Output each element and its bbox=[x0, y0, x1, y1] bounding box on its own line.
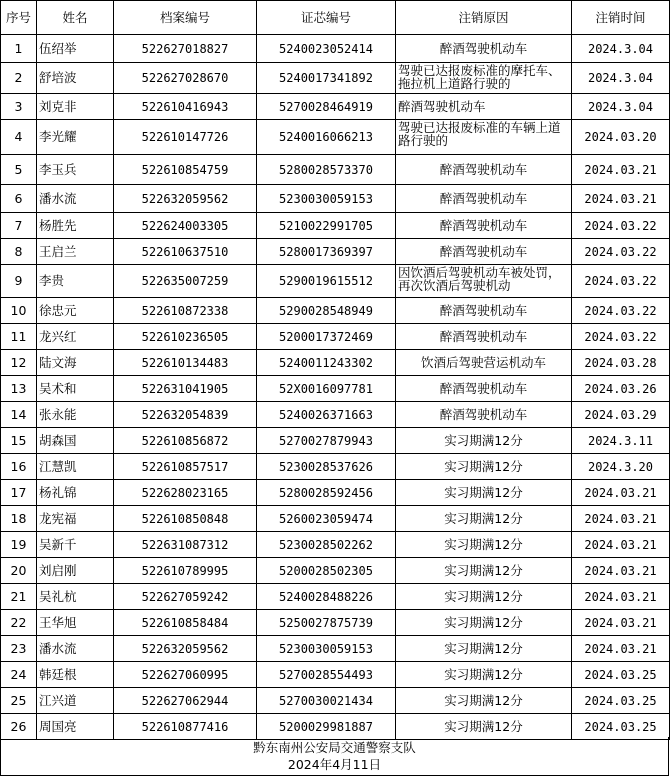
date-cell: 2024.3.20 bbox=[572, 454, 670, 480]
date-cell: 2024.3.04 bbox=[572, 35, 670, 63]
table-row bbox=[1, 35, 670, 63]
reason-cell: 实习期满12分 bbox=[396, 636, 572, 662]
name-cell: 徐忠元 bbox=[37, 298, 114, 324]
date-cell: 2024.03.21 bbox=[572, 584, 670, 610]
name-cell: 潘水流 bbox=[37, 185, 114, 213]
file-no-cell: 522610856872 bbox=[114, 428, 257, 454]
cert-no-cell: 5230028537626 bbox=[257, 454, 396, 480]
cert-no-cell: 5270027879943 bbox=[257, 428, 396, 454]
date-cell: 2024.3.04 bbox=[572, 63, 670, 94]
date-cell: 2024.03.20 bbox=[572, 120, 670, 155]
name-cell: 周国亮 bbox=[37, 714, 114, 740]
footer-date: 2024年4月11日 bbox=[287, 757, 382, 772]
date-cell: 2024.03.21 bbox=[572, 506, 670, 532]
reason-cell: 醉酒驾驶机动车 bbox=[396, 35, 572, 63]
file-no-cell: 522610637510 bbox=[114, 239, 257, 265]
cert-no-cell: 5270028554493 bbox=[257, 662, 396, 688]
date-cell: 2024.03.21 bbox=[572, 185, 670, 213]
file-no-cell: 522631087312 bbox=[114, 532, 257, 558]
file-no-cell: 522627059242 bbox=[114, 584, 257, 610]
date-cell: 2024.03.21 bbox=[572, 532, 670, 558]
seq-cell: 19 bbox=[1, 532, 37, 558]
date-cell: 2024.03.22 bbox=[572, 298, 670, 324]
date-cell: 2024.3.04 bbox=[572, 94, 670, 120]
date-cell: 2024.03.25 bbox=[572, 688, 670, 714]
name-cell: 韩廷根 bbox=[37, 662, 114, 688]
cert-no-cell: 5270028464919 bbox=[257, 94, 396, 120]
cert-no-cell: 5230028502262 bbox=[257, 532, 396, 558]
table-row bbox=[1, 480, 670, 506]
file-no-cell: 522610789995 bbox=[114, 558, 257, 584]
name-cell: 刘启刚 bbox=[37, 558, 114, 584]
cert-no-cell: 5230030059153 bbox=[257, 636, 396, 662]
cert-no-cell: 5260023059474 bbox=[257, 506, 396, 532]
table-row bbox=[1, 584, 670, 610]
reason-cell: 醉酒驾驶机动车 bbox=[396, 213, 572, 239]
date-cell: 2024.03.22 bbox=[572, 213, 670, 239]
file-no-cell: 522627062944 bbox=[114, 688, 257, 714]
name-cell: 张永能 bbox=[37, 402, 114, 428]
footer-org: 黔东南州公安局交通警察支队 bbox=[253, 740, 416, 755]
reason-cell: 实习期满12分 bbox=[396, 584, 572, 610]
seq-cell: 21 bbox=[1, 584, 37, 610]
seq-cell: 7 bbox=[1, 213, 37, 239]
name-cell: 潘水流 bbox=[37, 636, 114, 662]
reason-cell: 驾驶已达报废标准的车辆上道路行驶的 bbox=[396, 120, 572, 155]
reason-cell: 因饮酒后驾驶机动车被处罚，再次饮酒后驾驶机动 bbox=[396, 265, 572, 298]
reason-cell: 驾驶已达报废标准的摩托车、拖拉机上道路行驶的 bbox=[396, 63, 572, 94]
seq-cell: 2 bbox=[1, 63, 37, 94]
seq-cell: 12 bbox=[1, 350, 37, 376]
name-cell: 吴新千 bbox=[37, 532, 114, 558]
reason-cell: 实习期满12分 bbox=[396, 532, 572, 558]
table-row bbox=[1, 324, 670, 350]
date-cell: 2024.03.26 bbox=[572, 376, 670, 402]
cert-no-cell: 5290028548949 bbox=[257, 298, 396, 324]
name-cell: 杨礼锦 bbox=[37, 480, 114, 506]
seq-cell: 24 bbox=[1, 662, 37, 688]
seq-cell: 13 bbox=[1, 376, 37, 402]
reason-cell: 饮酒后驾驶营运机动车 bbox=[396, 350, 572, 376]
name-cell: 胡森国 bbox=[37, 428, 114, 454]
seq-cell: 16 bbox=[1, 454, 37, 480]
table-row bbox=[1, 120, 670, 155]
name-cell: 江慧凯 bbox=[37, 454, 114, 480]
name-cell: 李贵 bbox=[37, 265, 114, 298]
file-no-cell: 522610858484 bbox=[114, 610, 257, 636]
cert-no-cell: 5240023052414 bbox=[257, 35, 396, 63]
name-cell: 伍绍举 bbox=[37, 35, 114, 63]
header-seq: 序号 bbox=[1, 1, 37, 35]
file-no-cell: 522631041905 bbox=[114, 376, 257, 402]
table-row bbox=[1, 402, 670, 428]
reason-cell: 实习期满12分 bbox=[396, 610, 572, 636]
footer bbox=[0, 737, 669, 776]
seq-cell: 4 bbox=[1, 120, 37, 155]
cert-no-cell: 5250027875739 bbox=[257, 610, 396, 636]
name-cell: 李玉兵 bbox=[37, 155, 114, 185]
name-cell: 龙兴红 bbox=[37, 324, 114, 350]
table-row bbox=[1, 532, 670, 558]
cert-no-cell: 5240017341892 bbox=[257, 63, 396, 94]
reason-cell: 实习期满12分 bbox=[396, 662, 572, 688]
cert-no-cell: 5230030059153 bbox=[257, 185, 396, 213]
cert-no-cell: 5200017372469 bbox=[257, 324, 396, 350]
table-row bbox=[1, 185, 670, 213]
cert-no-cell: 5240016066213 bbox=[257, 120, 396, 155]
name-cell: 吴礼杭 bbox=[37, 584, 114, 610]
date-cell: 2024.03.22 bbox=[572, 324, 670, 350]
date-cell: 2024.03.21 bbox=[572, 480, 670, 506]
cert-no-cell: 5280017369397 bbox=[257, 239, 396, 265]
file-no-cell: 522610872338 bbox=[114, 298, 257, 324]
cert-no-cell: 5280028573370 bbox=[257, 155, 396, 185]
table-row bbox=[1, 662, 670, 688]
table-row bbox=[1, 506, 670, 532]
cert-no-cell: 5240011243302 bbox=[257, 350, 396, 376]
header-cert-no: 证芯编号 bbox=[257, 1, 396, 35]
file-no-cell: 522632059562 bbox=[114, 636, 257, 662]
date-cell: 2024.03.22 bbox=[572, 239, 670, 265]
table-row bbox=[1, 350, 670, 376]
name-cell: 王启兰 bbox=[37, 239, 114, 265]
file-no-cell: 522632054839 bbox=[114, 402, 257, 428]
table-row bbox=[1, 376, 670, 402]
table-row bbox=[1, 714, 670, 740]
date-cell: 2024.03.25 bbox=[572, 662, 670, 688]
table-row bbox=[1, 63, 670, 94]
header-file-no: 档案编号 bbox=[114, 1, 257, 35]
header-reason: 注销原因 bbox=[396, 1, 572, 35]
file-no-cell: 522610850848 bbox=[114, 506, 257, 532]
seq-cell: 9 bbox=[1, 265, 37, 298]
name-cell: 龙宪福 bbox=[37, 506, 114, 532]
file-no-cell: 522627018827 bbox=[114, 35, 257, 63]
table-row bbox=[1, 265, 670, 298]
reason-cell: 实习期满12分 bbox=[396, 688, 572, 714]
reason-cell: 醉酒驾驶机动车 bbox=[396, 185, 572, 213]
date-cell: 2024.3.11 bbox=[572, 428, 670, 454]
file-no-cell: 522610147726 bbox=[114, 120, 257, 155]
file-no-cell: 522610416943 bbox=[114, 94, 257, 120]
name-cell: 李光耀 bbox=[37, 120, 114, 155]
table-row bbox=[1, 213, 670, 239]
date-cell: 2024.03.25 bbox=[572, 714, 670, 740]
name-cell: 舒培波 bbox=[37, 63, 114, 94]
reason-cell: 醉酒驾驶机动车 bbox=[396, 324, 572, 350]
cert-no-cell: 5240028488226 bbox=[257, 584, 396, 610]
seq-cell: 17 bbox=[1, 480, 37, 506]
name-cell: 吴术和 bbox=[37, 376, 114, 402]
name-cell: 王华旭 bbox=[37, 610, 114, 636]
header-date: 注销时间 bbox=[572, 1, 670, 35]
cert-no-cell: 5270030021434 bbox=[257, 688, 396, 714]
table-row bbox=[1, 94, 670, 120]
reason-cell: 醉酒驾驶机动车 bbox=[396, 376, 572, 402]
seq-cell: 22 bbox=[1, 610, 37, 636]
header-row bbox=[1, 1, 670, 35]
file-no-cell: 522624003305 bbox=[114, 213, 257, 239]
file-no-cell: 522610877416 bbox=[114, 714, 257, 740]
cert-no-cell: 5200028502305 bbox=[257, 558, 396, 584]
seq-cell: 1 bbox=[1, 35, 37, 63]
cert-no-cell: 5240026371663 bbox=[257, 402, 396, 428]
header-name: 姓名 bbox=[37, 1, 114, 35]
date-cell: 2024.03.21 bbox=[572, 155, 670, 185]
reason-cell: 实习期满12分 bbox=[396, 428, 572, 454]
table-row bbox=[1, 688, 670, 714]
seq-cell: 25 bbox=[1, 688, 37, 714]
file-no-cell: 522635007259 bbox=[114, 265, 257, 298]
seq-cell: 23 bbox=[1, 636, 37, 662]
table-row bbox=[1, 558, 670, 584]
file-no-cell: 522610236505 bbox=[114, 324, 257, 350]
file-no-cell: 522610854759 bbox=[114, 155, 257, 185]
table-row bbox=[1, 454, 670, 480]
reason-cell: 实习期满12分 bbox=[396, 714, 572, 740]
table-row bbox=[1, 636, 670, 662]
date-cell: 2024.03.21 bbox=[572, 636, 670, 662]
table-row bbox=[1, 610, 670, 636]
table-row bbox=[1, 428, 670, 454]
date-cell: 2024.03.22 bbox=[572, 265, 670, 298]
cert-no-cell: 5280028592456 bbox=[257, 480, 396, 506]
file-no-cell: 522610134483 bbox=[114, 350, 257, 376]
file-no-cell: 522632059562 bbox=[114, 185, 257, 213]
reason-cell: 实习期满12分 bbox=[396, 558, 572, 584]
seq-cell: 20 bbox=[1, 558, 37, 584]
seq-cell: 18 bbox=[1, 506, 37, 532]
cert-no-cell: 5210022991705 bbox=[257, 213, 396, 239]
file-no-cell: 522627028670 bbox=[114, 63, 257, 94]
name-cell: 杨胜先 bbox=[37, 213, 114, 239]
date-cell: 2024.03.29 bbox=[572, 402, 670, 428]
seq-cell: 14 bbox=[1, 402, 37, 428]
seq-cell: 10 bbox=[1, 298, 37, 324]
reason-cell: 醉酒驾驶机动车 bbox=[396, 155, 572, 185]
cert-no-cell: 5290019615512 bbox=[257, 265, 396, 298]
reason-cell: 醉酒驾驶机动车 bbox=[396, 94, 572, 120]
name-cell: 陆文海 bbox=[37, 350, 114, 376]
seq-cell: 3 bbox=[1, 94, 37, 120]
reason-cell: 实习期满12分 bbox=[396, 454, 572, 480]
table-row bbox=[1, 298, 670, 324]
seq-cell: 6 bbox=[1, 185, 37, 213]
date-cell: 2024.03.21 bbox=[572, 610, 670, 636]
seq-cell: 15 bbox=[1, 428, 37, 454]
reason-cell: 醉酒驾驶机动车 bbox=[396, 402, 572, 428]
cert-no-cell: 52X0016097781 bbox=[257, 376, 396, 402]
cert-no-cell: 5200029981887 bbox=[257, 714, 396, 740]
seq-cell: 8 bbox=[1, 239, 37, 265]
table-row bbox=[1, 155, 670, 185]
reason-cell: 实习期满12分 bbox=[396, 480, 572, 506]
seq-cell: 5 bbox=[1, 155, 37, 185]
file-no-cell: 522628023165 bbox=[114, 480, 257, 506]
file-no-cell: 522610857517 bbox=[114, 454, 257, 480]
date-cell: 2024.03.21 bbox=[572, 558, 670, 584]
name-cell: 江兴道 bbox=[37, 688, 114, 714]
reason-cell: 实习期满12分 bbox=[396, 506, 572, 532]
reason-cell: 醉酒驾驶机动车 bbox=[396, 239, 572, 265]
table-row bbox=[1, 239, 670, 265]
file-no-cell: 522627060995 bbox=[114, 662, 257, 688]
date-cell: 2024.03.28 bbox=[572, 350, 670, 376]
name-cell: 刘克非 bbox=[37, 94, 114, 120]
seq-cell: 11 bbox=[1, 324, 37, 350]
seq-cell: 26 bbox=[1, 714, 37, 740]
reason-cell: 醉酒驾驶机动车 bbox=[396, 298, 572, 324]
